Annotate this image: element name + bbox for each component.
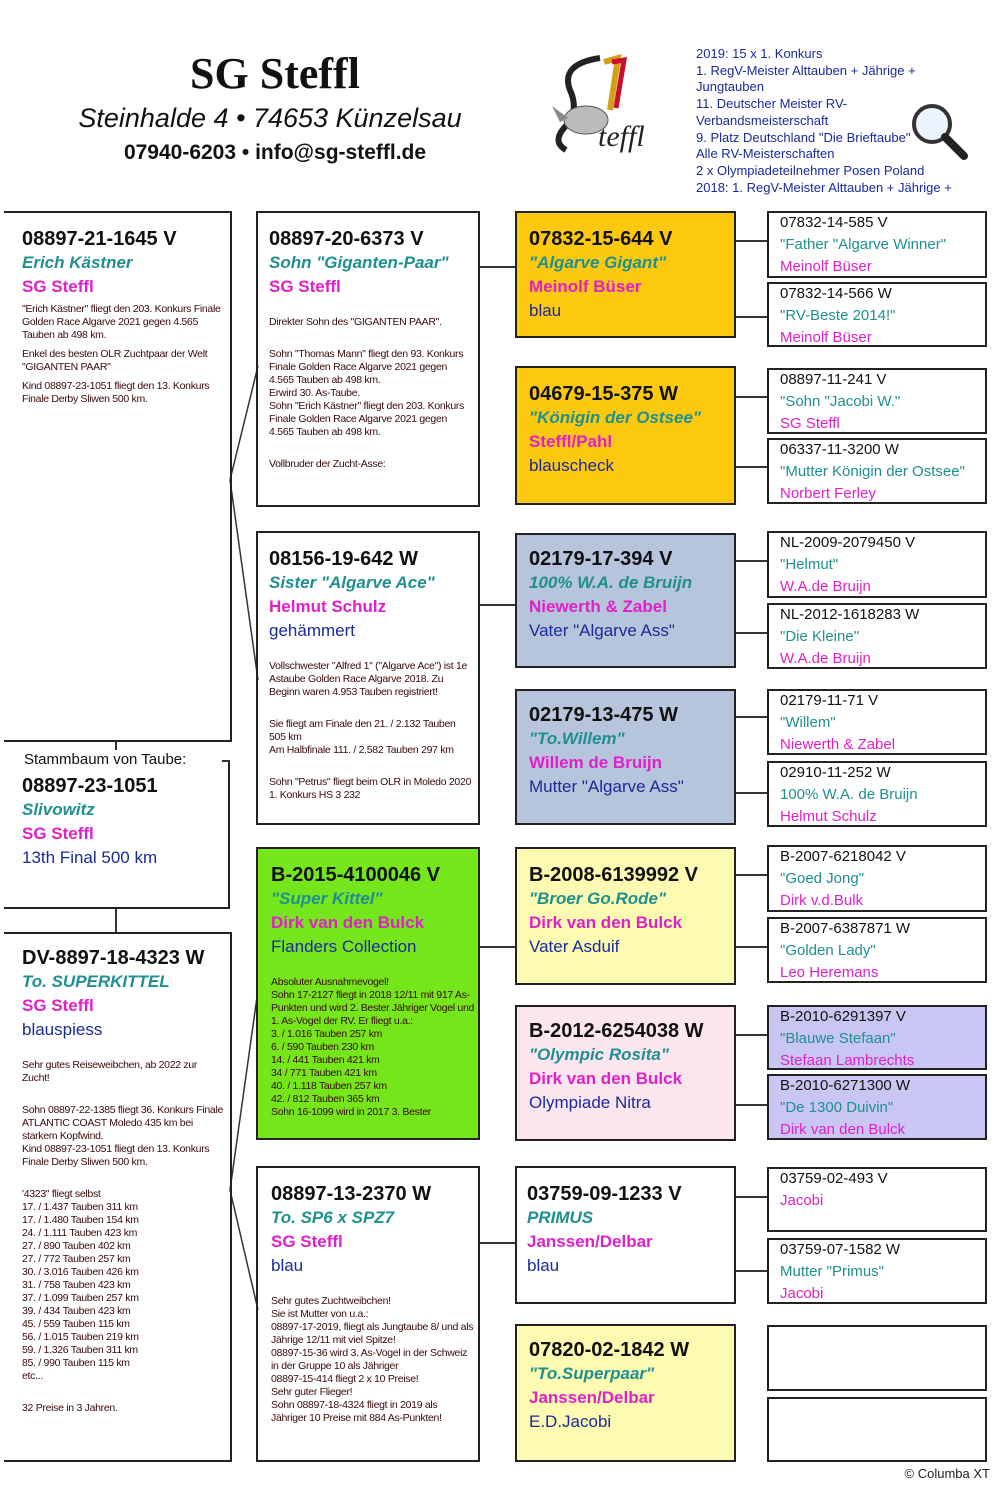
ancestor-owner: W.A.de Bruijn — [780, 650, 871, 667]
father-ring: 08897-21-1645 V — [22, 228, 177, 250]
great-grandparent-card[interactable] — [515, 1166, 736, 1304]
grandparent-owner: Helmut Schulz — [269, 597, 387, 616]
ancestor-owner: Leo Heremans — [780, 964, 879, 981]
achievement-line: Jungtauben — [696, 79, 764, 95]
ancestor-card[interactable] — [767, 1005, 987, 1070]
ancestor-name: "De 1300 Duivin" — [780, 1099, 894, 1116]
grandparent-name: To. SP6 x SPZ7 — [271, 1208, 395, 1227]
ancestor-owner: Norbert Ferley — [780, 485, 876, 502]
ggp-ring: 04679-15-375 W — [529, 383, 678, 405]
ggp-ring: 07820-02-1842 W — [529, 1339, 690, 1361]
grandparent-notes: Vollschwester "Alfred 1" ("Algarve Ace") ist 1e Astaube Golden Race Algarve 2018. Zu Beginn waren 4.953 Tauben registriert! Sie fliegt am Finale den 21. / 2.132 Tauben 505 km Am Halbfinale 111. / 2.582 Tauben 297 km Sohn "Petrus" fliegt beim OLR in Moledo 2020 1. Konkurs HS 3 232 — [269, 660, 472, 801]
ancestor-card[interactable] — [767, 603, 987, 669]
ggp-name: PRIMUS — [527, 1208, 594, 1227]
mother-owner: SG Steffl — [22, 996, 94, 1015]
ggp-owner: Janssen/Delbar — [529, 1388, 655, 1407]
grandparent-ring: 08897-20-6373 V — [269, 228, 424, 250]
ancestor-ring: B-2010-6291397 V — [780, 1008, 906, 1025]
ancestor-card[interactable] — [767, 1397, 987, 1462]
ggp-name: 100% W.A. de Bruijn — [529, 573, 693, 592]
ancestor-card[interactable] — [767, 845, 987, 912]
ancestor-card[interactable] — [767, 282, 987, 347]
ancestor-ring: 06337-11-3200 W — [780, 441, 899, 458]
ggp-color: Vater "Algarve Ass" — [529, 621, 675, 640]
ggp-owner: Steffl/Pahl — [529, 432, 613, 451]
ancestor-card[interactable] — [767, 438, 987, 504]
copyright: © Columba XT — [904, 1466, 990, 1481]
ancestor-name: "Mutter Königin der Ostsee" — [780, 463, 965, 480]
grandparent-ring: 08897-13-2370 W — [271, 1183, 432, 1205]
ggp-owner: Willem de Bruijn — [529, 753, 663, 772]
mother-card[interactable] — [4, 932, 232, 1462]
great-grandparent-card[interactable] — [515, 1324, 736, 1462]
grandparent-owner: SG Steffl — [269, 277, 341, 296]
header-contact: 07940-6203 • info@sg-steffl.de — [123, 141, 427, 164]
ancestor-ring: 08897-11-241 V — [780, 371, 887, 388]
ancestor-card[interactable] — [767, 917, 987, 983]
header-title: SG Steffl — [190, 49, 360, 98]
grandparent-name: Sohn "Giganten-Paar" — [269, 253, 449, 272]
ggp-color: blau — [527, 1256, 560, 1275]
grandparent-notes: Direkter Sohn des "GIGANTEN PAAR". Sohn "Thomas Mann" fliegt den 93. Konkurs Finale Golden Race Algarve 2021 gegen 4.565 Tauben ab 498 km. Erwird 30. As-Taube. Sohn "Erich Kästner" fliegt den 203. Konkurs Finale Golden Race Algarve 2021 gegen 4.565 Tauben ab 498 km. Vollbruder der Zucht-Asse: — [269, 316, 465, 470]
mother-notes: Sehr gutes Reiseweibchen, ab 2022 zur Zucht! Sohn 08897-22-1385 fliegt 36. Konkurs Finale ATLANTIC COAST Moledo 435 km bei starkem Kopfwind. Kind 08897-23-1051 fliegt den 13. Konkurs Finale Derby Sliwen 500 km. '4323" fliegt selbst 17. / 1.437 Tauben 311 km 17. / 1.480 Tauben 154 km 24. / 1.111 Tauben 423 km 27. / 890 Tauben 402 km 27. / 772 Tauben 257 km 30. / 3.016 Tauben 426 km 31. / 758 Tauben 423 km 37. / 1.099 Tauben 257 km 39. / 434 Tauben 423 km 45. / 559 Tauben 115 km 56. / 1.015 Tauben 219 km 59. / 1.326 Tauben 311 km 85. / 990 Tauben 115 km etc... 32 Preise in 3 Jahren. — [22, 1059, 224, 1414]
great-grandparent-card[interactable] — [515, 533, 736, 668]
ancestor-card[interactable] — [767, 211, 987, 278]
ggp-name: "Broer Go.Rode" — [529, 889, 667, 908]
grandparent-color: gehämmert — [269, 621, 355, 640]
ancestor-name: "Blauwe Stefaan" — [780, 1030, 896, 1047]
ancestor-name: "Sohn "Jacobi W." — [780, 393, 901, 410]
subject-ring: 08897-23-1051 — [22, 775, 158, 797]
ancestor-name: "Willem" — [780, 714, 836, 731]
ancestor-card[interactable] — [767, 368, 987, 434]
achievement-line: 11. Deutscher Meister RV- — [696, 96, 848, 112]
ggp-color: E.D.Jacobi — [529, 1412, 612, 1431]
ggp-ring: B-2008-6139992 V — [529, 864, 699, 886]
achievement-line: 1. RegV-Meister Alttauben + Jährige + — [696, 62, 916, 78]
grandparent-name: "Super Kittel" — [271, 889, 383, 908]
ancestor-name: "RV-Beste 2014!" — [780, 307, 896, 324]
grandparent-ring: B-2015-4100046 V — [271, 864, 441, 886]
ggp-color: Vater Asduif — [529, 937, 620, 956]
ancestor-card[interactable] — [767, 1167, 987, 1232]
ancestor-ring: 02179-11-71 V — [780, 692, 879, 709]
ancestor-name: "Father "Algarve Winner" — [780, 236, 947, 253]
ggp-color: blauscheck — [529, 456, 615, 475]
great-grandparent-card[interactable] — [515, 847, 736, 985]
ancestor-ring: B-2007-6387871 W — [780, 920, 911, 937]
subject-label: Stammbaum von Taube: — [24, 750, 190, 770]
grandparent-notes: Absoluter Ausnahmevogel! Sohn 17-2127 fliegt in 2018 12/11 mit 917 As-Punkten und wird 2. Bester Jähriger Vogel und 1. As-Vogel der RV. Er fliegt u.a.: 3. / 1.016 Tauben 257 km 6. / 590 Tauben 230 km 14. / 441 Tauben 421 km 34 / 771 Tauben 421 km 40. / 1.118 Tauben 257 km 42. / 812 Tauben 365 km Sohn 16-1099 wird in 2017 3. Bester — [271, 976, 475, 1118]
ancestor-card[interactable] — [767, 531, 987, 598]
ancestor-ring: 07832-14-585 V — [780, 214, 888, 231]
great-grandparent-card[interactable] — [515, 211, 736, 338]
grandparent-name: Sister "Algarve Ace" — [269, 573, 435, 592]
mother-color: blauspiess — [22, 1020, 103, 1039]
subject-card[interactable] — [4, 762, 230, 909]
ancestor-owner: Dirk van den Bulck — [780, 1121, 906, 1138]
header-address: Steinhalde 4 • 74653 Künzelsau — [78, 103, 462, 133]
ancestor-owner: Jacobi — [780, 1285, 824, 1302]
ancestor-name: Jacobi — [780, 1192, 824, 1209]
ggp-name: "To.Willem" — [529, 729, 625, 748]
grandparent-owner: Dirk van den Bulck — [271, 913, 425, 932]
subject-owner: SG Steffl — [22, 824, 94, 843]
ggp-color: Olympiade Nitra — [529, 1093, 651, 1112]
svg-text:teffl: teffl — [598, 120, 645, 153]
achievement-line: Alle RV-Meisterschaften — [696, 146, 835, 162]
grandparent-card[interactable] — [256, 531, 480, 825]
ancestor-card[interactable] — [767, 1325, 987, 1391]
ancestor-ring: 02910-11-252 W — [780, 764, 891, 781]
ancestor-owner: Niewerth & Zabel — [780, 736, 896, 753]
ggp-owner: Meinolf Büser — [529, 277, 642, 296]
ggp-name: "To.Superpaar" — [529, 1364, 655, 1383]
ancestor-ring: NL-2009-2079450 V — [780, 534, 916, 551]
ggp-owner: Niewerth & Zabel — [529, 597, 667, 616]
achievement-line: 2019: 15 x 1. Konkurs — [696, 46, 823, 61]
ggp-ring: 02179-17-394 V — [529, 548, 673, 570]
ancestor-owner: W.A.de Bruijn — [780, 578, 871, 595]
ggp-color: blau — [529, 301, 562, 320]
ancestor-name: "Golden Lady" — [780, 942, 876, 959]
ancestor-card[interactable] — [767, 1074, 987, 1140]
ancestor-ring: 03759-07-1582 W — [780, 1241, 901, 1258]
father-name: Erich Kästner — [22, 253, 133, 272]
mother-ring: DV-8897-18-4323 W — [22, 947, 205, 969]
ancestor-name: "Die Kleine" — [780, 628, 860, 645]
ggp-ring: B-2012-6254038 W — [529, 1020, 704, 1042]
father-notes: "Erich Kästner" fliegt den 203. Konkurs Finale Golden Race Algarve 2021 gegen 4.565 Tauben ab 498 km. Enkel des besten OLR Zuchtpaar der Welt "GIGANTEN PAAR" Kind 08897-23-1051 fliegt den 13. Konkurs Finale Derby Sliwen 500 km. — [22, 303, 221, 405]
great-grandparent-card[interactable] — [515, 1005, 736, 1141]
ancestor-owner: SG Steffl — [780, 415, 840, 432]
ggp-ring: 07832-15-644 V — [529, 228, 673, 250]
ancestor-name: 100% W.A. de Bruijn — [780, 786, 918, 803]
ggp-owner: Dirk van den Bulck — [529, 913, 683, 932]
great-grandparent-card[interactable] — [515, 366, 736, 505]
ggp-name: "Algarve Gigant" — [529, 253, 667, 272]
ancestor-ring: NL-2012-1618283 W — [780, 606, 920, 623]
grandparent-notes: Sehr gutes Zuchtweibchen! Sie ist Mutter von u.a.: 08897-17-2019, fliegt als Jungtaube 8/ und als Jährige 12/11 mit viel Spitze! 08897-15-36 wird 3. As-Vogel in der Schweiz in der Gruppe 10 als Jähriger 08897-15-414 fliegt 2 x 10 Preise! Sehr guter Flieger! Sohn 08897-18-4324 fliegt in 2019 als Jähriger 10 Preise mit 884 As-Punkten! — [271, 1295, 474, 1424]
ancestor-owner: Meinolf Büser — [780, 329, 872, 346]
father-card[interactable] — [4, 211, 232, 742]
achievement-line: 9. Platz Deutschland "Die Brieftaube" — [696, 129, 911, 145]
grandparent-card[interactable] — [256, 211, 480, 507]
ggp-name: "Königin der Ostsee" — [529, 408, 701, 427]
ggp-color: Mutter "Algarve Ass" — [529, 777, 684, 796]
ancestor-card[interactable] — [767, 761, 987, 827]
ancestor-ring: 03759-02-493 V — [780, 1170, 888, 1187]
grandparent-color: Flanders Collection — [271, 937, 417, 956]
ggp-ring: 02179-13-475 W — [529, 704, 678, 726]
ancestor-ring: 07832-14-566 W — [780, 285, 892, 302]
subject-name: Slivowitz — [22, 800, 95, 819]
ggp-owner: Janssen/Delbar — [527, 1232, 653, 1251]
ancestor-name: Mutter "Primus" — [780, 1263, 884, 1280]
ancestor-owner: Helmut Schulz — [780, 808, 877, 825]
grandparent-card[interactable] — [256, 1166, 480, 1462]
great-grandparent-card[interactable] — [515, 689, 736, 825]
ancestor-owner: Dirk v.d.Bulk — [780, 892, 864, 909]
achievement-line: 2 x Olympiadeteilnehmer Posen Poland — [696, 162, 925, 178]
ancestor-card[interactable] — [767, 1238, 987, 1304]
ancestor-name: "Goed Jong" — [780, 870, 865, 887]
grandparent-card[interactable] — [256, 847, 480, 1140]
ancestor-name: "Helmut" — [780, 556, 839, 573]
ancestor-ring: B-2007-6218042 V — [780, 848, 906, 865]
grandparent-ring: 08156-19-642 W — [269, 548, 418, 570]
ggp-owner: Dirk van den Bulck — [529, 1069, 683, 1088]
grandparent-color: blau — [271, 1256, 304, 1275]
grandparent-owner: SG Steffl — [271, 1232, 343, 1251]
achievement-line: 2018: 1. RegV-Meister Alttauben + Jährige + — [696, 179, 952, 195]
ancestor-card[interactable] — [767, 689, 987, 755]
ggp-ring: 03759-09-1233 V — [527, 1183, 682, 1205]
ancestor-owner: Stefaan Lambrechts — [780, 1052, 915, 1069]
achievement-line: Verbandsmeisterschaft — [696, 112, 829, 128]
subject-note: 13th Final 500 km — [22, 848, 158, 867]
ancestor-owner: Meinolf Büser — [780, 258, 872, 275]
ggp-name: "Olympic Rosita" — [529, 1045, 669, 1064]
mother-name: To. SUPERKITTEL — [22, 972, 170, 991]
father-owner: SG Steffl — [22, 277, 94, 296]
ancestor-ring: B-2010-6271300 W — [780, 1077, 911, 1094]
